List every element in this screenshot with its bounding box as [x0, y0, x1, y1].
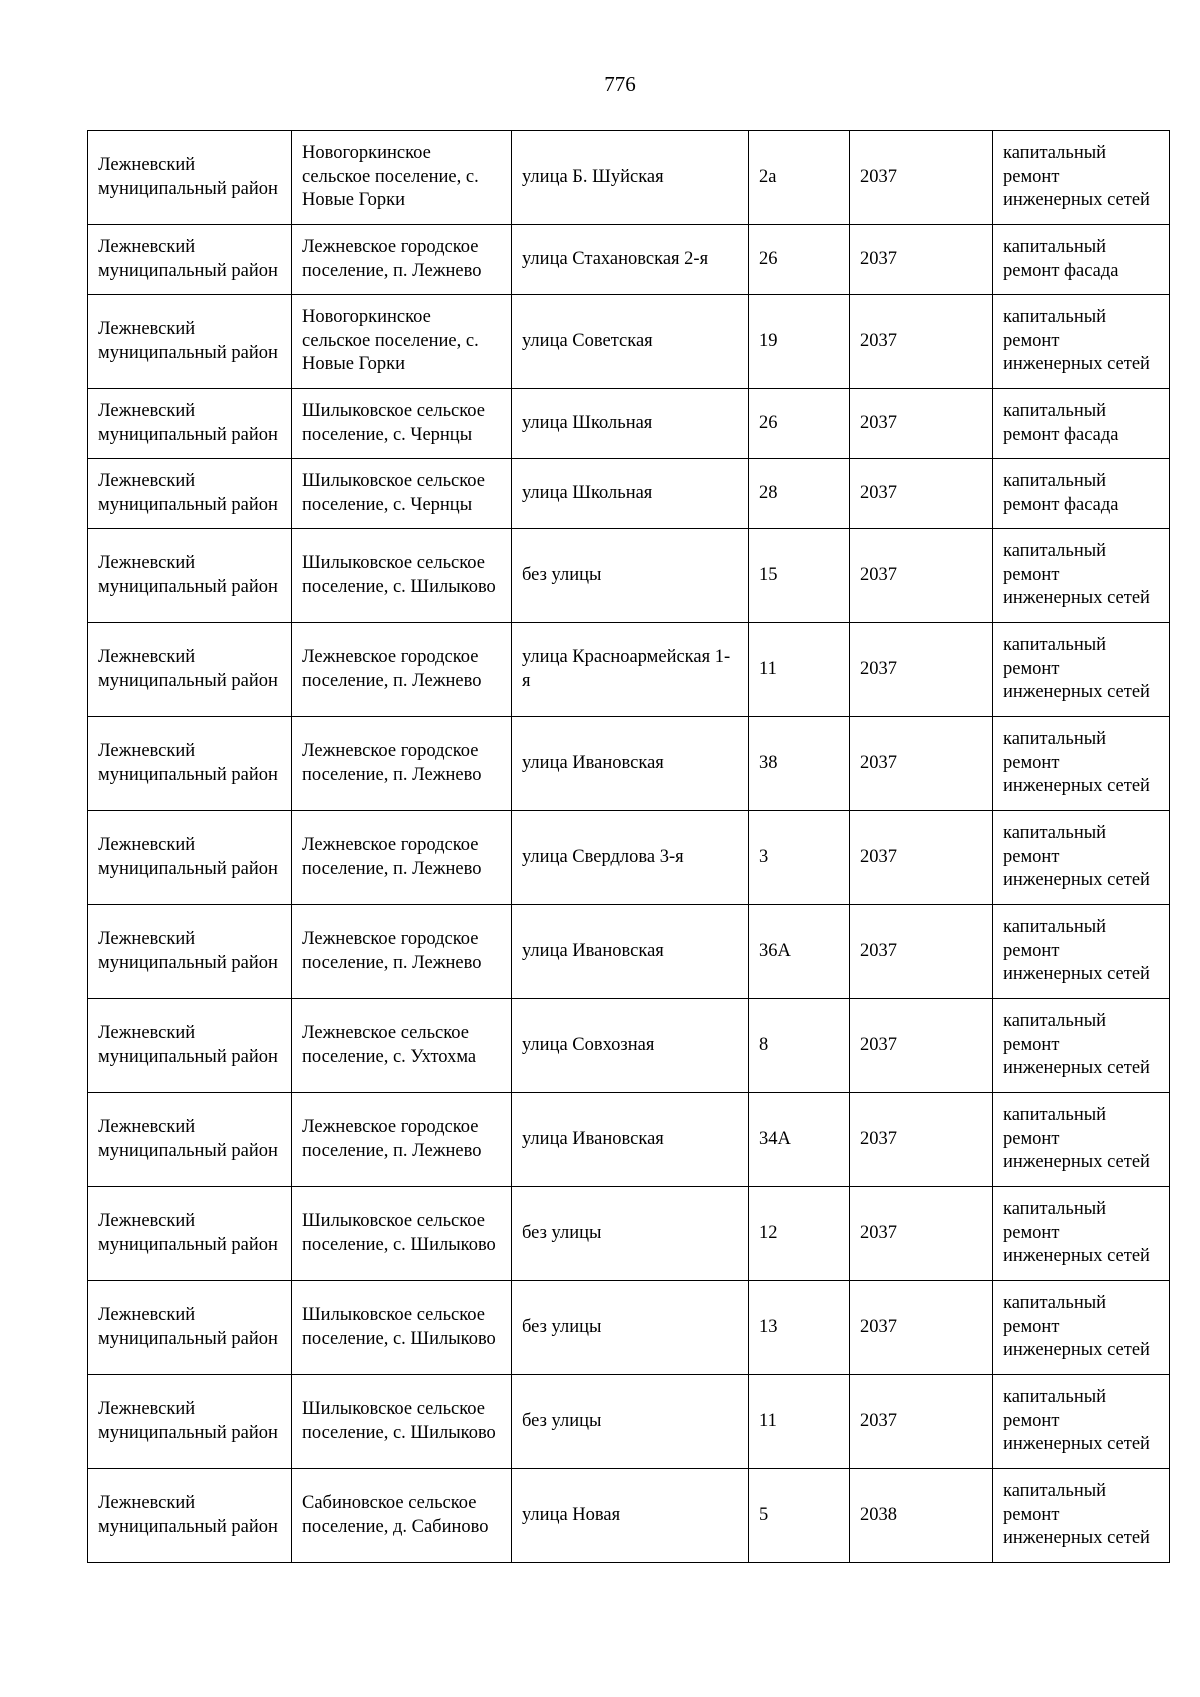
street-cell: без улицы — [512, 529, 749, 623]
district-cell: Лежневский муниципальный район — [88, 529, 292, 623]
house-number-cell: 19 — [749, 295, 850, 389]
street-cell: улица Стахановская 2-я — [512, 225, 749, 295]
district-cell: Лежневский муниципальный район — [88, 295, 292, 389]
housing-repair-table — [87, 130, 1170, 1563]
street-cell: улица Б. Шуйская — [512, 131, 749, 225]
work-type-cell: капитальный ремонт инженерных сетей — [993, 529, 1170, 623]
settlement-cell: Лежневское городское поселение, п. Лежнево — [292, 1093, 512, 1187]
year-cell: 2037 — [850, 717, 993, 811]
table-row — [88, 623, 1170, 717]
work-type-cell: капитальный ремонт инженерных сетей — [993, 717, 1170, 811]
work-type-cell: капитальный ремонт фасада — [993, 459, 1170, 529]
table-row — [88, 225, 1170, 295]
settlement-cell: Новогоркинское сельское поселение, с. Новые Горки — [292, 131, 512, 225]
house-number-cell: 3 — [749, 811, 850, 905]
table-row — [88, 1281, 1170, 1375]
year-cell: 2037 — [850, 1281, 993, 1375]
table-row — [88, 389, 1170, 459]
table-row — [88, 905, 1170, 999]
street-cell: улица Новая — [512, 1469, 749, 1563]
street-cell: улица Советская — [512, 295, 749, 389]
district-cell: Лежневский муниципальный район — [88, 459, 292, 529]
table-row — [88, 811, 1170, 905]
district-cell: Лежневский муниципальный район — [88, 1469, 292, 1563]
street-cell: улица Школьная — [512, 459, 749, 529]
settlement-cell: Шилыковское сельское поселение, с. Шилыково — [292, 1281, 512, 1375]
year-cell: 2037 — [850, 1093, 993, 1187]
house-number-cell: 34А — [749, 1093, 850, 1187]
settlement-cell: Лежневское городское поселение, п. Лежнево — [292, 623, 512, 717]
work-type-cell: капитальный ремонт инженерных сетей — [993, 905, 1170, 999]
settlement-cell: Лежневское городское поселение, п. Лежнево — [292, 811, 512, 905]
work-type-cell: капитальный ремонт фасада — [993, 389, 1170, 459]
district-cell: Лежневский муниципальный район — [88, 717, 292, 811]
street-cell: улица Ивановская — [512, 717, 749, 811]
street-cell: без улицы — [512, 1375, 749, 1469]
work-type-cell: капитальный ремонт инженерных сетей — [993, 811, 1170, 905]
house-number-cell: 26 — [749, 225, 850, 295]
house-number-cell: 28 — [749, 459, 850, 529]
street-cell: без улицы — [512, 1187, 749, 1281]
street-cell: улица Ивановская — [512, 1093, 749, 1187]
settlement-cell: Шилыковское сельское поселение, с. Шилыково — [292, 1187, 512, 1281]
house-number-cell: 12 — [749, 1187, 850, 1281]
table-row — [88, 529, 1170, 623]
table-row — [88, 295, 1170, 389]
district-cell: Лежневский муниципальный район — [88, 1375, 292, 1469]
settlement-cell: Сабиновское сельское поселение, д. Сабиново — [292, 1469, 512, 1563]
street-cell: улица Красноармейская 1-я — [512, 623, 749, 717]
work-type-cell: капитальный ремонт инженерных сетей — [993, 1093, 1170, 1187]
table-row — [88, 131, 1170, 225]
table-body — [88, 131, 1170, 1563]
settlement-cell: Шилыковское сельское поселение, с. Чернцы — [292, 459, 512, 529]
house-number-cell: 5 — [749, 1469, 850, 1563]
table-row — [88, 1093, 1170, 1187]
year-cell: 2037 — [850, 225, 993, 295]
table-row — [88, 1469, 1170, 1563]
work-type-cell: капитальный ремонт инженерных сетей — [993, 999, 1170, 1093]
table-row — [88, 459, 1170, 529]
work-type-cell: капитальный ремонт инженерных сетей — [993, 1281, 1170, 1375]
street-cell: улица Свердлова 3-я — [512, 811, 749, 905]
year-cell: 2037 — [850, 811, 993, 905]
work-type-cell: капитальный ремонт фасада — [993, 225, 1170, 295]
house-number-cell: 13 — [749, 1281, 850, 1375]
table-row — [88, 1375, 1170, 1469]
settlement-cell: Лежневское городское поселение, п. Лежнево — [292, 225, 512, 295]
year-cell: 2037 — [850, 459, 993, 529]
year-cell: 2037 — [850, 1375, 993, 1469]
year-cell: 2037 — [850, 131, 993, 225]
work-type-cell: капитальный ремонт инженерных сетей — [993, 1187, 1170, 1281]
settlement-cell: Шилыковское сельское поселение, с. Чернцы — [292, 389, 512, 459]
year-cell: 2037 — [850, 1187, 993, 1281]
settlement-cell: Новогоркинское сельское поселение, с. Новые Горки — [292, 295, 512, 389]
work-type-cell: капитальный ремонт инженерных сетей — [993, 1469, 1170, 1563]
district-cell: Лежневский муниципальный район — [88, 905, 292, 999]
house-number-cell: 26 — [749, 389, 850, 459]
table-row — [88, 717, 1170, 811]
district-cell: Лежневский муниципальный район — [88, 1281, 292, 1375]
settlement-cell: Лежневское городское поселение, п. Лежнево — [292, 905, 512, 999]
house-number-cell: 38 — [749, 717, 850, 811]
settlement-cell: Шилыковское сельское поселение, с. Шилыково — [292, 1375, 512, 1469]
work-type-cell: капитальный ремонт инженерных сетей — [993, 623, 1170, 717]
district-cell: Лежневский муниципальный район — [88, 999, 292, 1093]
district-cell: Лежневский муниципальный район — [88, 131, 292, 225]
district-cell: Лежневский муниципальный район — [88, 623, 292, 717]
settlement-cell: Шилыковское сельское поселение, с. Шилыково — [292, 529, 512, 623]
work-type-cell: капитальный ремонт инженерных сетей — [993, 131, 1170, 225]
house-number-cell: 11 — [749, 1375, 850, 1469]
house-number-cell: 2а — [749, 131, 850, 225]
district-cell: Лежневский муниципальный район — [88, 389, 292, 459]
year-cell: 2037 — [850, 623, 993, 717]
settlement-cell: Лежневское городское поселение, п. Лежнево — [292, 717, 512, 811]
table-row — [88, 999, 1170, 1093]
house-number-cell: 8 — [749, 999, 850, 1093]
work-type-cell: капитальный ремонт инженерных сетей — [993, 295, 1170, 389]
district-cell: Лежневский муниципальный район — [88, 811, 292, 905]
house-number-cell: 11 — [749, 623, 850, 717]
settlement-cell: Лежневское сельское поселение, с. Ухтохма — [292, 999, 512, 1093]
district-cell: Лежневский муниципальный район — [88, 1187, 292, 1281]
year-cell: 2037 — [850, 905, 993, 999]
district-cell: Лежневский муниципальный район — [88, 225, 292, 295]
page-number: 776 — [604, 72, 636, 96]
table-row — [88, 1187, 1170, 1281]
work-type-cell: капитальный ремонт инженерных сетей — [993, 1375, 1170, 1469]
street-cell: улица Школьная — [512, 389, 749, 459]
district-cell: Лежневский муниципальный район — [88, 1093, 292, 1187]
street-cell: улица Ивановская — [512, 905, 749, 999]
year-cell: 2037 — [850, 389, 993, 459]
year-cell: 2038 — [850, 1469, 993, 1563]
street-cell: без улицы — [512, 1281, 749, 1375]
house-number-cell: 36А — [749, 905, 850, 999]
year-cell: 2037 — [850, 529, 993, 623]
house-number-cell: 15 — [749, 529, 850, 623]
year-cell: 2037 — [850, 999, 993, 1093]
street-cell: улица Совхозная — [512, 999, 749, 1093]
year-cell: 2037 — [850, 295, 993, 389]
